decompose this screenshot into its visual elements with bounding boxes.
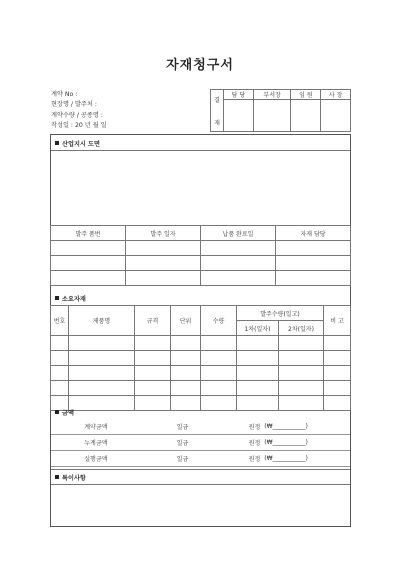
table-row	[51, 366, 351, 381]
approval-role-3: 임 원	[291, 90, 321, 100]
approval-sign-1[interactable]	[224, 100, 254, 132]
order-cell[interactable]	[276, 256, 351, 271]
date-field: 작성일 : 20 년 월 일	[51, 122, 107, 129]
table-row	[51, 336, 351, 351]
cell[interactable]	[279, 396, 324, 411]
cell[interactable]	[171, 336, 201, 351]
table-row	[51, 351, 351, 366]
cell[interactable]	[279, 336, 324, 351]
cell[interactable]	[135, 336, 171, 351]
approval-sign-2[interactable]	[253, 100, 291, 132]
cell[interactable]	[237, 336, 279, 351]
order-cell[interactable]	[51, 271, 126, 286]
materials-table	[50, 305, 351, 411]
order-cell[interactable]	[276, 271, 351, 286]
cell[interactable]	[135, 381, 171, 396]
cell[interactable]	[237, 351, 279, 366]
section-materials-label: 소요자재	[62, 296, 86, 303]
materials-header: 번호	[51, 306, 69, 336]
order-header: 자재 담당	[276, 226, 351, 241]
cell[interactable]	[279, 351, 324, 366]
section-materials-title	[55, 294, 86, 303]
table-row	[51, 381, 351, 396]
amount-paren[interactable]: (₩___________)	[260, 419, 350, 435]
cell[interactable]	[237, 396, 279, 411]
cell[interactable]	[171, 396, 201, 411]
site-field: 현장명 / 발주처 :	[51, 101, 97, 108]
amount-label: 누계금액	[51, 435, 141, 451]
approval-label	[211, 90, 224, 132]
section-amount-title	[55, 408, 74, 417]
amount-paren[interactable]: (₩___________)	[260, 435, 350, 451]
approval-label-bottom: 재	[214, 119, 220, 127]
approval-role-2: 부서장	[253, 90, 291, 100]
cell[interactable]	[324, 381, 351, 396]
section-notes-title	[55, 473, 86, 482]
approval-role-1: 담 당	[224, 90, 254, 100]
amount-mid: 일금	[141, 419, 225, 435]
cell[interactable]	[279, 366, 324, 381]
section-drawing-label: 산업지시 도면	[62, 141, 101, 148]
cell[interactable]	[324, 336, 351, 351]
approval-sign-3[interactable]	[291, 100, 321, 132]
divider	[51, 469, 350, 470]
cell[interactable]	[135, 396, 171, 411]
bullet-icon	[55, 141, 59, 145]
cell[interactable]	[201, 336, 237, 351]
cell[interactable]	[324, 351, 351, 366]
bullet-icon	[55, 296, 59, 300]
notes-area[interactable]	[51, 485, 350, 525]
cell[interactable]	[51, 381, 69, 396]
amount-row	[51, 419, 350, 435]
materials-header: 제품명	[69, 306, 135, 336]
cell[interactable]	[237, 366, 279, 381]
order-cell[interactable]	[201, 241, 276, 256]
contract-no-field: 계약 No :	[51, 91, 78, 98]
materials-header: 규격	[135, 306, 171, 336]
amount-paren[interactable]: (₩___________)	[260, 451, 350, 467]
cell[interactable]	[201, 381, 237, 396]
materials-header: 단위	[171, 306, 201, 336]
order-table	[50, 225, 351, 286]
order-header: 발주 일자	[126, 226, 201, 241]
materials-header: 수량	[201, 306, 237, 336]
amount-won: 원정	[224, 419, 260, 435]
amount-table	[51, 419, 350, 467]
cell[interactable]	[51, 351, 69, 366]
materials-subheader: 2차(일자)	[279, 321, 324, 336]
bullet-icon	[55, 475, 59, 479]
table-row	[51, 396, 351, 411]
order-cell[interactable]	[126, 271, 201, 286]
cell[interactable]	[237, 381, 279, 396]
order-cell[interactable]	[126, 256, 201, 271]
cell[interactable]	[171, 366, 201, 381]
amount-won: 원정	[224, 451, 260, 467]
cell[interactable]	[135, 366, 171, 381]
amount-mid: 일금	[141, 435, 225, 451]
cell[interactable]	[69, 366, 135, 381]
amount-won: 원정	[224, 435, 260, 451]
approval-box	[210, 89, 351, 132]
cell[interactable]	[51, 336, 69, 351]
cell[interactable]	[171, 351, 201, 366]
cell[interactable]	[171, 381, 201, 396]
cell[interactable]	[201, 366, 237, 381]
order-cell[interactable]	[51, 256, 126, 271]
materials-header: 비 고	[324, 306, 351, 336]
order-header: 발주 품번	[51, 226, 126, 241]
amount-row	[51, 435, 350, 451]
materials-header: 발주수량(일고)	[237, 306, 324, 321]
amount-mid: 일금	[141, 451, 225, 467]
request-form	[50, 134, 351, 527]
amount-label: 계약금액	[51, 419, 141, 435]
order-cell[interactable]	[276, 241, 351, 256]
section-drawing-title	[55, 139, 100, 148]
order-cell[interactable]	[201, 271, 276, 286]
cell[interactable]	[69, 381, 135, 396]
approval-sign-4[interactable]	[321, 100, 351, 132]
approval-label-top: 결	[214, 96, 220, 104]
order-cell[interactable]	[51, 241, 126, 256]
order-cell[interactable]	[126, 241, 201, 256]
order-cell[interactable]	[201, 256, 276, 271]
cell[interactable]	[324, 396, 351, 411]
order-header: 납품 완료일	[201, 226, 276, 241]
cell[interactable]	[201, 396, 237, 411]
drawing-area[interactable]	[51, 151, 350, 225]
page-title: 자재청구서	[166, 58, 234, 73]
bullet-icon	[55, 410, 59, 414]
amount-label: 실행금액	[51, 451, 141, 467]
cell[interactable]	[51, 366, 69, 381]
cell[interactable]	[69, 351, 135, 366]
approval-role-4: 사 장	[321, 90, 351, 100]
contractor-field: 계약수량 / 공종명 :	[51, 112, 103, 119]
cell[interactable]	[324, 366, 351, 381]
cell[interactable]	[69, 396, 135, 411]
cell[interactable]	[201, 351, 237, 366]
section-notes-label: 특이사항	[62, 475, 86, 482]
amount-row	[51, 451, 350, 467]
cell[interactable]	[69, 336, 135, 351]
section-amount-label: 금액	[62, 410, 74, 417]
materials-subheader: 1차(일자)	[237, 321, 279, 336]
cell[interactable]	[135, 351, 171, 366]
cell[interactable]	[279, 381, 324, 396]
